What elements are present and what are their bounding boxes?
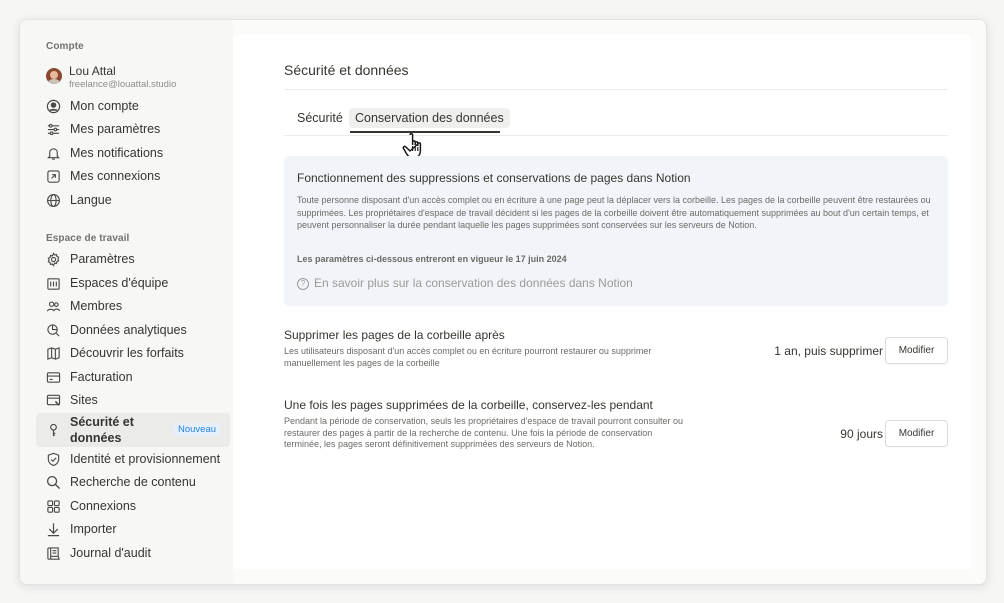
- arrow-box-icon: [46, 169, 61, 184]
- tabs-divider: [284, 135, 948, 136]
- sidebar-item-mon-compte[interactable]: [36, 95, 230, 118]
- avatar: [46, 68, 62, 84]
- sidebar-item-label: Membres: [70, 299, 123, 313]
- sidebar-item-label: Espaces d'équipe: [70, 276, 169, 290]
- sidebar-item-mes-parametres[interactable]: [36, 118, 230, 141]
- globe-icon: [46, 193, 61, 208]
- sidebar-item-identite-provisionnement[interactable]: [36, 448, 230, 471]
- main-panel: [233, 35, 971, 569]
- gear-icon: [46, 252, 61, 267]
- download-icon: [46, 522, 61, 537]
- sidebar-item-recherche-contenu[interactable]: [36, 471, 230, 494]
- tab-conservation-donnees[interactable]: Conservation des données: [349, 108, 510, 128]
- info-title: Fonctionnement des suppressions et conservations de pages dans Notion: [297, 171, 691, 185]
- sidebar-item-label: Journal d'audit: [70, 546, 151, 560]
- sidebar-item-label: Importer: [70, 522, 117, 536]
- sidebar-item-connexions[interactable]: [36, 495, 230, 518]
- sidebar-item-label: Sécurité et données: [70, 415, 134, 445]
- user-profile[interactable]: [46, 64, 226, 94]
- workspace-section-title: Espace de travail: [46, 233, 130, 244]
- building-icon: [46, 276, 61, 291]
- account-section-title: Compte: [46, 41, 84, 52]
- sidebar-item-label: Mes connexions: [70, 169, 161, 183]
- sidebar-item-label: Paramètres: [70, 252, 135, 266]
- sidebar-item-label: Mes paramètres: [70, 122, 161, 136]
- card-icon: [46, 370, 61, 385]
- sidebar-item-sites[interactable]: [36, 389, 230, 412]
- info-note: Les paramètres ci-dessous entreront en vigueur le 17 juin 2024: [297, 254, 567, 264]
- bell-icon: [46, 146, 61, 161]
- sidebar-item-label: Recherche de contenu: [70, 475, 196, 489]
- scroll-icon: [46, 546, 61, 561]
- sidebar-item-label: Mon compte: [70, 99, 139, 113]
- sidebar-item-journal-audit[interactable]: [36, 542, 230, 565]
- info-body: Toute personne disposant d'un accès complet ou en écriture à une page peut la déplacer vers la corbeille. Les pages de la corbeille peuvent être restaurées ou supprimées. Les propriétaires d'espace de travail décident si les pages de la corbeille doivent être automatiquement supprimées au bout d'un certain temps, et peuvent personnaliser la durée pendant laquelle les pages supprimées sont conservées sur les serveurs de Notion.: [297, 195, 931, 230]
- learn-more-label: En savoir plus sur la conservation des données dans Notion: [314, 276, 633, 290]
- sidebar-item-donnees-analytiques[interactable]: [36, 319, 230, 342]
- setting-description: Les utilisateurs disposant d'un accès complet ou en écriture pourront restaurer ou supprimer manuellement les pages de la corbeille: [284, 346, 652, 368]
- sidebar-item-label: Facturation: [70, 370, 133, 384]
- sidebar-item-label: Identité et provisionnement: [70, 452, 221, 466]
- help-icon: ?: [297, 278, 309, 290]
- members-icon: [46, 299, 61, 314]
- modify-retention-button[interactable]: Modifier: [885, 420, 948, 447]
- setting-title: Supprimer les pages de la corbeille après: [284, 328, 505, 342]
- new-badge: Nouveau: [174, 423, 220, 436]
- sidebar-item-label: Sites: [70, 393, 98, 407]
- map-icon: [46, 346, 61, 361]
- settings-window: [19, 19, 987, 585]
- info-callout: [284, 156, 948, 306]
- key-icon: [46, 423, 61, 438]
- user-circle-icon: [46, 99, 61, 114]
- sidebar-item-facturation[interactable]: [36, 366, 230, 389]
- sidebar-item-membres[interactable]: [36, 295, 230, 318]
- grid-icon: [46, 499, 61, 514]
- sidebar-item-decouvrir-forfaits[interactable]: [36, 342, 230, 365]
- browser-icon: [46, 393, 61, 408]
- setting-description: Pendant la période de conservation, seuls les propriétaires d'espace de travail pourront consulter ou restaurer des pages à partir de la recherche de contenu. Une fois la période de conservation terminée, les pages seront définitivement supprimées des serveurs de Notion.: [284, 416, 683, 449]
- search-icon: [46, 475, 61, 490]
- sliders-icon: [46, 122, 61, 137]
- sidebar-item-mes-connexions[interactable]: [36, 165, 230, 188]
- divider: [284, 89, 948, 90]
- sidebar-item-label: Mes notifications: [70, 146, 164, 160]
- setting-title: Une fois les pages supprimées de la corbeille, conservez-les pendant: [284, 398, 653, 412]
- tab-securite[interactable]: Sécurité: [297, 111, 343, 125]
- analytics-icon: [46, 323, 61, 338]
- sidebar-item-label: Connexions: [70, 499, 137, 513]
- settings-sidebar: [20, 20, 233, 584]
- setting-value: 1 an, puis supprimer: [774, 344, 883, 358]
- user-email: freelance@louattal.studio: [69, 79, 177, 90]
- sidebar-item-label: Découvrir les forfaits: [70, 346, 184, 360]
- shield-check-icon: [46, 452, 61, 467]
- modify-trash-button[interactable]: Modifier: [885, 337, 948, 364]
- sidebar-item-securite-donnees[interactable]: [36, 413, 230, 447]
- sidebar-item-langue[interactable]: [36, 189, 230, 212]
- sidebar-item-label: Données analytiques: [70, 323, 187, 337]
- learn-more-link[interactable]: [297, 276, 633, 290]
- page-title: Sécurité et données: [284, 62, 409, 78]
- sidebar-item-espaces-equipe[interactable]: [36, 272, 230, 295]
- sidebar-item-mes-notifications[interactable]: [36, 142, 230, 165]
- sidebar-item-label: Langue: [70, 193, 112, 207]
- user-name: Lou Attal: [69, 64, 116, 78]
- sidebar-item-importer[interactable]: [36, 518, 230, 541]
- setting-value: 90 jours: [840, 427, 883, 441]
- sidebar-item-parametres[interactable]: [36, 248, 230, 271]
